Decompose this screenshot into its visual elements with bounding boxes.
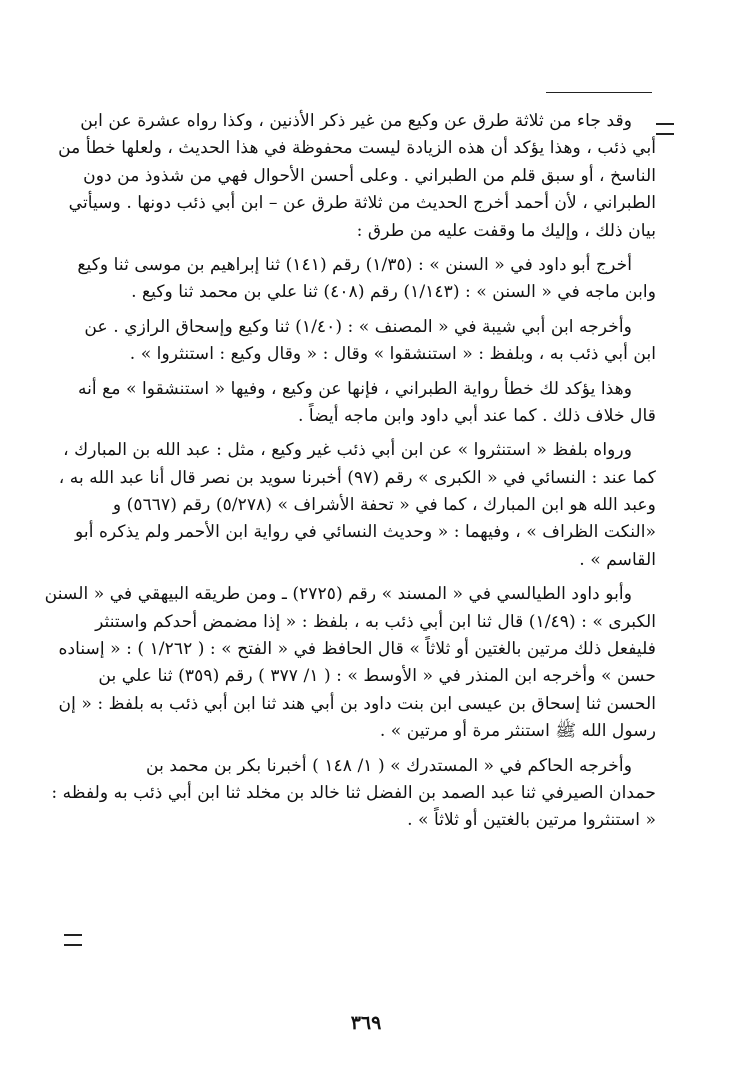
text-line: الكبرى » : (١/٤٩) قال ثنا ابن أبي ذئب به ، بلفظ : « إذا مضمض أحدكم واستنثر [95, 611, 656, 632]
section-marker-top [656, 123, 674, 135]
paragraph-abu-dawud [74, 252, 656, 307]
text-line: فليفعل ذلك مرتين بالغتين أو ثلاثاً » قال الحافظ في « الفتح » : ( ١/٢٦٢ ) : « إسناده [58, 639, 656, 660]
text-line: وعبد الله هو ابن المبارك ، كما في « تحفة الأشراف » (٥/٢٧٨) رقم (٥٦٦٧) و [112, 495, 656, 516]
text-line: وابن ماجه في « السنن » : (١/١٤٣) رقم (٤٠٨) ثنا علي بن محمد ثنا وكيع . [131, 282, 656, 303]
header-rule [546, 92, 652, 93]
text-line: وأخرجه ابن أبي شيبة في « المصنف » : (١/٤٠) ثنا وكيع وإسحاق الرازي . عن [84, 316, 632, 337]
text-line: كما عند : النسائي في « الكبرى » رقم (٩٧) أخبرنا سويد بن نصر قال أنا عبد الله به ، [58, 467, 656, 488]
text-line: وقد جاء من ثلاثة طرق عن وكيع من غير ذكر الأذنين ، وكذا رواه عشرة عن ابن [80, 111, 632, 131]
body-text [44, 108, 656, 835]
paragraph-confirmation [74, 376, 656, 431]
text-line: الناسخ ، أو سبق قلم من الطبراني . وعلى أحسن الأحوال فهي من شذوذ من دون [83, 165, 656, 186]
paragraph-ibn-al-mubarak [58, 437, 656, 574]
text-line: بيان ذلك ، وإليك ما وقفت عليه من طرق : [356, 220, 656, 241]
paragraph-intro [58, 108, 656, 245]
text-line: « استنثروا مرتين بالغتين أو ثلاثاً » . [407, 810, 656, 831]
text-line: قال خلاف ذلك . كما عند أبي داود وابن ماجه أيضاً . [297, 405, 656, 426]
paragraph-hakim [51, 753, 656, 835]
text-line: الطبراني ، لأن أحمد أخرج الحديث من ثلاثة طرق عن – ابن أبي ذئب دونها . وسيأتي [68, 193, 656, 214]
paragraph-tayalisi [44, 581, 656, 745]
text-line: وأخرجه الحاكم في « المستدرك » ( ١/ ١٤٨ ) أخبرنا بكر بن محمد بن [145, 755, 632, 776]
paragraph-ibn-abi-shaybah [74, 314, 656, 369]
text-line: ابن أبي ذئب به ، وبلفظ : « استنشقوا » وقال : « وقال وكيع : استنثروا » . [129, 344, 656, 365]
text-line: أبي ذئب ، وهذا يؤكد أن هذه الزيادة ليست محفوظة في هذا الحديث ، ولعلها خطأ من [58, 138, 656, 159]
page-number: ٣٦٩ [350, 1012, 382, 1034]
text-line: ورواه بلفظ « استنثروا » عن ابن أبي ذئب غير وكيع ، مثل : عبد الله بن المبارك ، [63, 440, 632, 461]
text-line: أخرج أبو داود في « السنن » : (١/٣٥) رقم (١٤١) ثنا إبراهيم بن موسى ثنا وكيع [77, 254, 632, 275]
text-line: القاسم » . [579, 549, 656, 570]
text-line: حسن » وأخرجه ابن المنذر في « الأوسط » : ( ١/ ٣٧٧ ) رقم (٣٥٩) ثنا علي بن [98, 666, 656, 687]
text-line: رسول الله ﷺ استنثر مرة أو مرتين » . [379, 721, 656, 742]
text-line: وأبو داود الطيالسي في « المسند » رقم (٢٧٢٥) ـ ومن طريقه البيهقي في « السنن [44, 584, 632, 605]
section-marker-bottom [64, 934, 82, 946]
text-line: حمدان الصيرفي ثنا عبد الصمد بن الفضل ثنا خالد بن مخلد ثنا ابن أبي ذئب به ولفظه : [51, 782, 656, 803]
text-line: «النكت الظراف » ، وفيهما : « وحديث النسائي في رواية ابن الأحمر ولم يذكره أبو [75, 522, 656, 543]
text-line: وهذا يؤكد لك خطأ رواية الطبراني ، فإنها عن وكيع ، وفيها « استنشقوا » مع أنه [77, 378, 632, 399]
text-line: الحسن ثنا إسحاق بن عيسى ابن بنت داود بن أبي هند ثنا ابن أبي ذئب به بلفظ : « إن [58, 693, 656, 714]
